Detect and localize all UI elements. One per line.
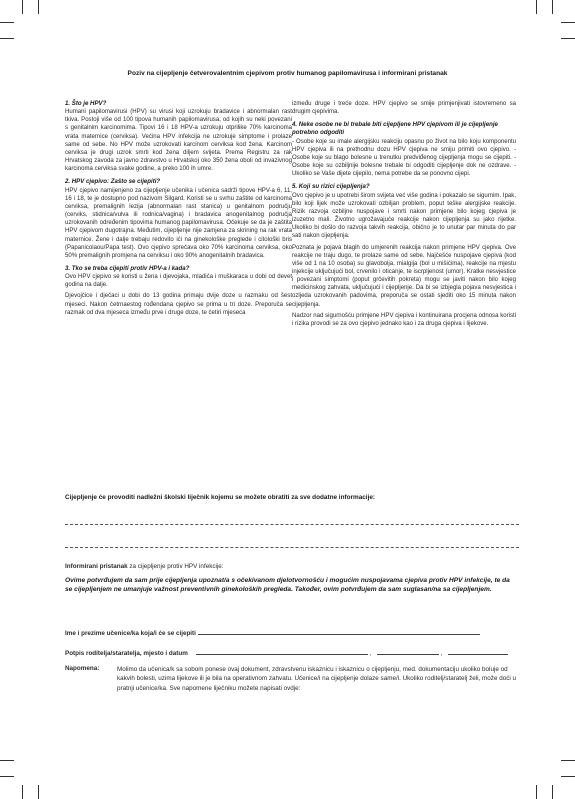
crop-mark <box>0 22 14 23</box>
student-name-row <box>65 628 517 637</box>
contact-line[interactable] <box>65 547 519 548</box>
crop-mark <box>561 760 575 761</box>
crop-mark <box>561 776 575 777</box>
informed-consent-label-rest: za cijepljenje protiv HPV infekcije: <box>127 563 224 570</box>
crop-mark <box>536 0 537 14</box>
section-paragraph: HPV cjepivo namijenjeno za cijepljenje učenika i učenica sadrži tipove HPV-a 6, 11, 16 i 18, te je dostupno pod nazivom Silgard. Koristi se u svrhu zaštite od karcinoma cerviksa, premalignih lezija (abnormalan rast stanica) u genitalnom području (cerviks, stidnica/vulva ili rodnica/vagina) i bradavica anogenitalnog područja uzrokovanih određenim tipovima humanog papilomavirusa. Očekuje se da je zaštita HPV cjepivom dugotrajna. Međutim, cijepljenje nije zamjena za skrining na rak vrata maternice. Žene i dalje trebaju redovito ići na ginekološke preglede i citološki bris (Papanicolaou/Papa test). Ovo cjepivo sprečava oko 70% karcinoma cerviksa, oko 50% premalignih promjena na cerviksu i oko 90% anogenitalnih bradavica. <box>65 187 292 259</box>
crop-mark <box>22 0 23 14</box>
section-contraindications <box>292 121 516 178</box>
section-heading: 5. Koji su rizici cijepljenja? <box>292 183 370 191</box>
contact-info-label: Cijepljenje će provoditi nadležni školski liječnik kojemu se možete obratiti za sve dodatne informacije: <box>65 494 376 501</box>
crop-mark <box>536 785 537 799</box>
section-who-and-when <box>65 265 292 317</box>
section-heading: 2. HPV cjepivo: Zašto se cijepiti? <box>65 178 161 186</box>
signature-row <box>65 648 517 657</box>
crop-mark <box>552 0 553 14</box>
comma-separator: , <box>440 650 443 657</box>
right-column <box>292 100 516 333</box>
signature-label: Potpis roditelja/staratelja, mjesto i datum <box>65 650 188 657</box>
section-what-is-hpv <box>65 100 292 173</box>
crop-mark <box>552 785 553 799</box>
crop-mark <box>0 776 14 777</box>
crop-mark <box>22 785 23 799</box>
crop-mark <box>0 38 14 39</box>
section-heading: 3. Tko se treba cijepiti protiv HPV-a i kada? <box>65 264 190 272</box>
document-title: Poziv na cijepljenje četverovalentnim cjepivom protiv humanog papilomavirusa i informirani pristanak <box>127 70 448 77</box>
left-column <box>65 100 292 322</box>
contact-line[interactable] <box>65 524 519 525</box>
note-label: Napomena: <box>65 665 100 672</box>
section-heading: 4. Neke osobe ne bi trebale biti cijepljene HPV cjepivom ili je cijepljenje potrebno odgoditi <box>292 121 498 137</box>
crop-mark <box>561 22 575 23</box>
student-name-field[interactable] <box>198 628 480 635</box>
crop-mark <box>561 38 575 39</box>
section-heading: 1. Što je HPV? <box>65 100 107 107</box>
section-paragraph: Ovo HPV cjepivo se koristi u žena i djevojaka, mladića i muškaraca u dobi od devet godina na dalje. <box>65 274 292 289</box>
section-paragraph: - Osobe koje su imale alergijsku reakciju opasnu po život na bilo koju komponentu HPV cjepiva ili na prethodnu dozu HPV cjepiva ne smiju primiti ovo cjepivo. - Osobe koje su blago bolesne u trenutku predviđenog cijepljenja mogu se cijepiti. - Osobe koje su ozbiljnije bolesne trebale bi odgoditi cijepljenje dok ne ozdrave. - Ukoliko se Vaše dijete cijepilo, nema potrebe da se ponovno cijepi. <box>292 138 516 178</box>
section-paragraph: Humani papilomavirusi (HPV) su virusi koji uzrokuju bradavice i abnormalan rast tkiva. Postoji više od 100 tipova humanih papilomavirusa, od kojih su neki povezani s genitalnim karcinomima. Tipovi 16 i 18 HPV-a uzrokuju otprilike 70% karcinoma vrata maternice (cerviksa). Većina HPV infekcija ne uzrokuje simptome i prolaze same od sebe. No HPV može uzrokovati karcinom cerviksa kod žena. Karcinom cerviksa je drugi uzrok smrti kod žena diljem svijeta. Prema Registru za rak Hrvatskog zavoda za javno zdravstvo u Hrvatskoj oko 350 žena oboli od invazivnog karcinoma cerviksa svake godine, a preko 100 ih umre. <box>65 109 292 173</box>
crop-mark <box>38 0 39 14</box>
section-paragraph: Poznata je pojava blagih do umjerenih reakcija nakon primjene HPV cjepiva. Ove reakcije ne traju dugo, te prolaze same od sebe. Najčešće nuspojave cjepiva (kod više od 1 na 10 osoba) su glavobolja, mialgija (bol u mišićima), reakcije na mjestu injekcije uključujući bol, crvenilo i oticanje, te iscrpljenost (umor). Kratke nesvjestice i povezani simptomi (poput grčevitih pokreta) mogu se javiti nakon bilo kojeg medicinskog zahvata, uključujući i cijepljenje. Da bi se izbjegla pojava nesvjestica i ozljeda uzrokovanih padovima, preporuča se ostati sjediti oko 15 minuta nakon cijepljenja. <box>292 244 516 308</box>
signature-field[interactable] <box>196 648 368 655</box>
crop-mark <box>38 785 39 799</box>
section-continued <box>292 100 516 116</box>
section-paragraph: Djevojčice i dječaci u dobi do 13 godina primaju dvije doze u razmaku od šest mjeseci. Nakon četrnaestog rođendana cjepivo se prima u tri doze. Preporuča se razmak od dva mjeseca između prve i druge doze, te četiri mjeseca <box>65 293 292 316</box>
section-why-vaccinate <box>65 178 292 260</box>
section-paragraph: Ovo cjepivo je u upotrebi širom svijeta već više godina i pokazalo se sigurnim. Ipak, bilo koji lijek može uzrokovati ozbiljan problem, poput teške alergijske reakcije. Rizik razvoja ozbiljne nuspojave i smrti nakon primjene bilo kojeg cjepiva je izuzetno mali. Životno ugrožavajuće reakcije nakon cijepljenja su jako rijetke. Ukoliko bi došlo do razvoja takvih reakcija, obično je to unutar par minuta do par sati nakon cijepljenja. <box>292 192 516 240</box>
informed-consent-label-bold: Informirani pristanak <box>65 563 128 570</box>
section-paragraph: između druge i treće doze. HPV cjepivo se smije primjenjivati istovremeno sa drugim cjepivima. <box>292 101 516 116</box>
student-name-label: Ime i prezime učenice/ka koja/i će se cijepiti <box>65 630 196 637</box>
place-field[interactable] <box>377 648 439 655</box>
consent-statement: Ovime potvrđujem da sam prije cijepljenja upoznat/a s očekivanom djelotvornošću i mogućim nuspojavama cjepiva protiv HPV infekcije, te da se cijepljenjem ne umanjuje važnost preventivnih ginekoloških pregleda. Također, ovim potvrđujem da sam suglasan/na sa cijepljenjem. <box>65 577 510 593</box>
section-paragraph: Nadzor nad sigurnošću primjene HPV cjepiva i kontinuirana procjena odnosa koristi i rizika provodi se za ovo cjepivo jednako kao i za druga cjepiva i lijekove. <box>292 312 516 327</box>
date-field[interactable] <box>448 648 508 655</box>
crop-mark <box>0 760 14 761</box>
section-risks <box>292 183 516 328</box>
note-text: Molimo da učenica/k sa sobom ponese ovaj dokument, zdravstvenu iskaznicu i iskaznicu o cijepljenju, med. dokumentaciju ukoliko boluje od kakvih bolesti, uzima lijekove ili je bila na operativnom zahvatu. Učenice/i na cijepljenje dolaze same/i. Ukoliko roditelj/staratelj želi, može doći u pratnji učenice/ka. Sve napomene liječniku možete napisati ovdje: <box>117 666 516 692</box>
informed-consent-label <box>65 563 224 570</box>
comma-separator: , <box>369 650 372 657</box>
